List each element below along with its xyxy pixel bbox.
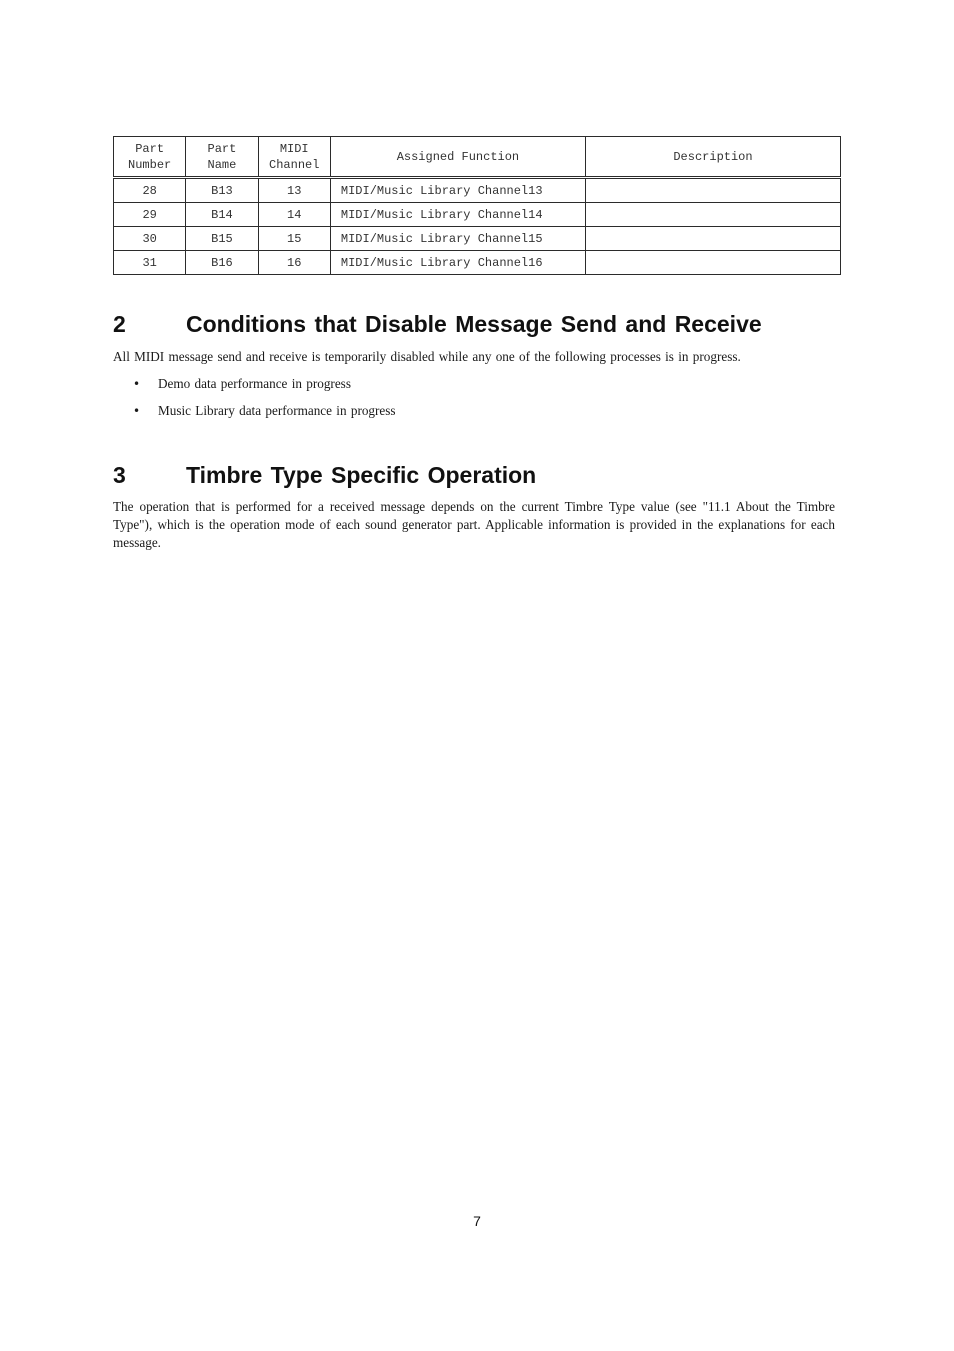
cell-part-name: B14 (186, 203, 258, 227)
cell-description (585, 203, 840, 227)
header-part-name: Part Name (186, 137, 258, 178)
cell-description (585, 178, 840, 203)
section-paragraph-timbre: The operation that is performed for a received message depends on the current Timbre Type value (see "11.1 About the Timbre Type"), which is the operation mode of each sound generator part. Applicable information is provided in the explanations for each message. (113, 499, 835, 550)
header-assigned-function: Assigned Function (330, 137, 585, 178)
section-title: Conditions that Disable Message Send and Receive (186, 311, 762, 337)
cell-description (585, 227, 840, 251)
table-row (114, 227, 841, 251)
section-heading-conditions (113, 311, 762, 338)
cell-description (585, 251, 840, 275)
part-assignment-table (113, 136, 841, 275)
cell-part-name: B13 (186, 178, 258, 203)
cell-part-number: 28 (114, 178, 186, 203)
cell-part-number: 31 (114, 251, 186, 275)
cell-midi-channel: 16 (258, 251, 330, 275)
section-title: Timbre Type Specific Operation (186, 462, 537, 488)
header-description: Description (585, 137, 840, 178)
section-number: 3 (113, 462, 126, 488)
table-header-row (114, 137, 841, 178)
table-row (114, 251, 841, 275)
cell-assigned-function: MIDI/Music Library Channel13 (330, 178, 585, 203)
list-item: • Demo data performance in progress (133, 376, 351, 391)
bullet-icon: • (133, 404, 141, 418)
cell-assigned-function: MIDI/Music Library Channel15 (330, 227, 585, 251)
cell-part-number: 29 (114, 203, 186, 227)
cell-part-name: B16 (186, 251, 258, 275)
header-part-number: Part Number (114, 137, 186, 178)
bullet-icon: • (133, 377, 141, 391)
conditions-bullet-list (113, 375, 396, 429)
section-paragraph-conditions: All MIDI message send and receive is temporarily disabled while any one of the following processes is in progress. (113, 349, 741, 364)
page-number: 7 (473, 1213, 481, 1229)
cell-assigned-function: MIDI/Music Library Channel14 (330, 203, 585, 227)
cell-assigned-function: MIDI/Music Library Channel16 (330, 251, 585, 275)
table-row (114, 178, 841, 203)
cell-midi-channel: 13 (258, 178, 330, 203)
list-item: • Music Library data performance in progress (133, 403, 396, 418)
table-row (114, 203, 841, 227)
cell-part-number: 30 (114, 227, 186, 251)
section-heading-timbre (113, 462, 536, 489)
header-midi-channel: MIDI Channel (258, 137, 330, 178)
cell-midi-channel: 14 (258, 203, 330, 227)
cell-midi-channel: 15 (258, 227, 330, 251)
cell-part-name: B15 (186, 227, 258, 251)
section-number: 2 (113, 311, 126, 337)
